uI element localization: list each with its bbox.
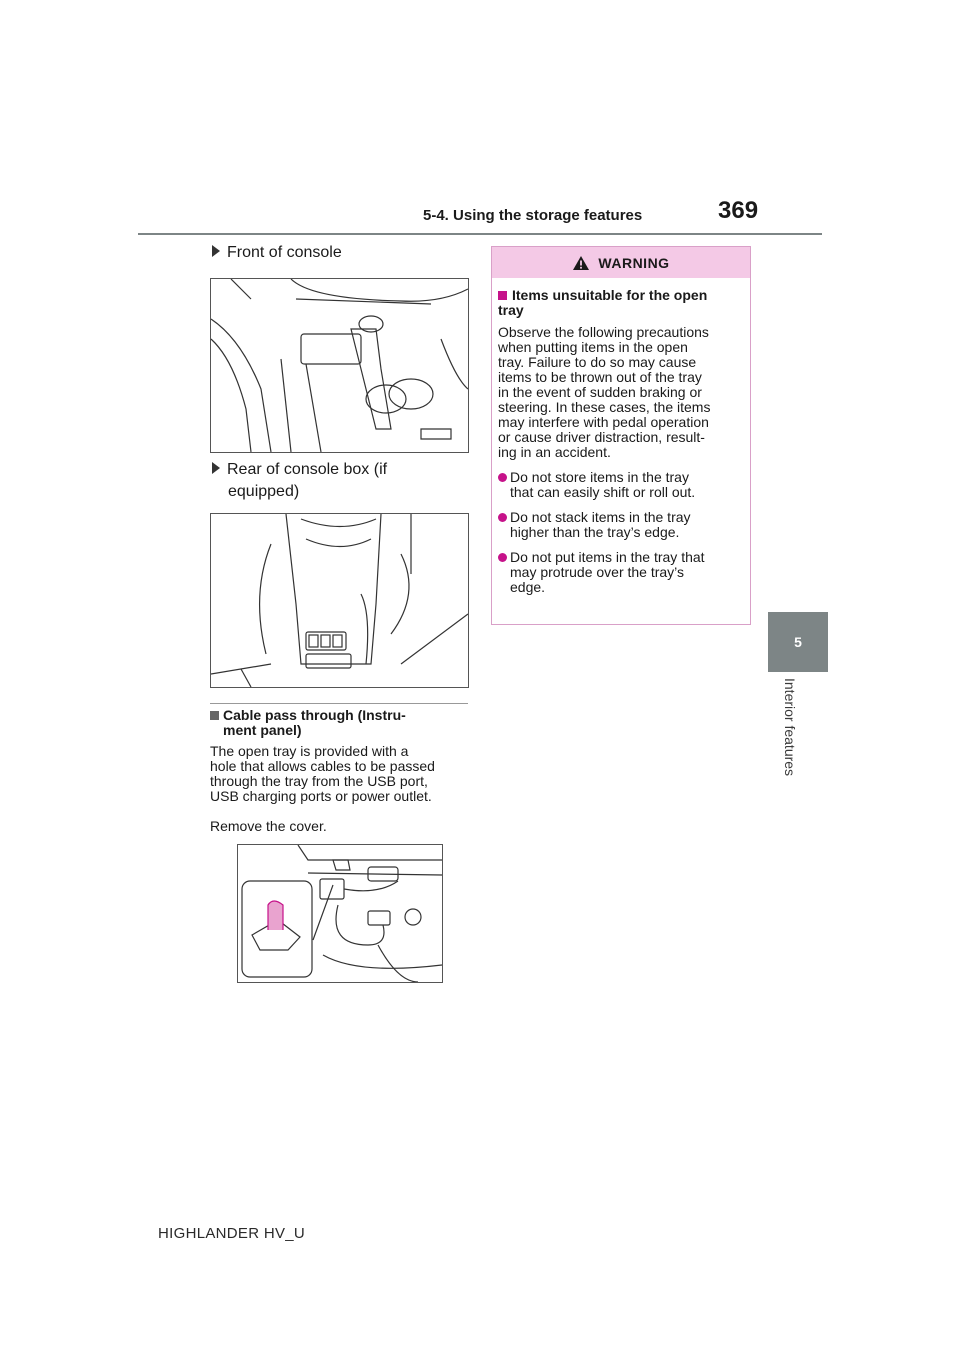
footer-model: HIGHLANDER HV_U: [158, 1225, 306, 1242]
warning-item: Do not put items in the tray that may protrude over the tray’s edge.: [498, 550, 744, 595]
chapter-title: Interior features: [782, 678, 798, 777]
circle-bullet-icon: [498, 513, 507, 522]
warning-intro: Observe the following precautions when putting items in the open tray. Failure to do so may cause items to be thrown out of the tray in the event of sudden braking or steering. In these cases, the items may interfere with pedal operation or cause driver distraction, result- ing in an accident.: [498, 324, 711, 460]
cable-pass-paragraph: The open tray is provided with a hole that allows cables to be passed through the tray from the USB port, USB charging ports or power outlet.: [210, 743, 435, 804]
warning-header: [492, 247, 750, 278]
square-bullet-icon: [210, 711, 219, 720]
cable-pass-heading: Cable pass through (Instru- ment panel): [210, 708, 472, 738]
triangle-bullet-icon: [212, 462, 220, 474]
rear-console-heading-cont: equipped): [228, 483, 300, 500]
warning-subheading: Items unsuitable for the open tray: [498, 287, 708, 318]
warning-item: Do not store items in the tray that can easily shift or roll out.: [498, 470, 744, 500]
page-number: 369: [718, 197, 759, 224]
circle-bullet-icon: [498, 473, 507, 482]
section-divider: [210, 703, 468, 704]
warning-box: [491, 246, 751, 625]
warning-body: [492, 288, 750, 595]
warning-label: WARNING: [598, 254, 670, 271]
square-bullet-icon: [498, 291, 507, 300]
header-rule: [138, 233, 822, 235]
circle-bullet-icon: [498, 553, 507, 562]
rear-console-illustration: [210, 513, 469, 688]
rear-console-heading: Rear of console box (if: [212, 459, 387, 481]
remove-cover-text: Remove the cover.: [210, 818, 327, 834]
warning-item: Do not stack items in the tray higher than the tray’s edge.: [498, 510, 744, 540]
warning-triangle-icon: [572, 255, 590, 271]
chapter-number: 5: [794, 634, 802, 650]
cable-pass-illustration: [237, 844, 443, 983]
front-console-heading: Front of console: [212, 242, 342, 264]
front-console-illustration: [210, 278, 469, 453]
section-title: 5-4. Using the storage features: [423, 207, 643, 224]
chapter-tab: [768, 612, 828, 672]
triangle-bullet-icon: [212, 245, 220, 257]
